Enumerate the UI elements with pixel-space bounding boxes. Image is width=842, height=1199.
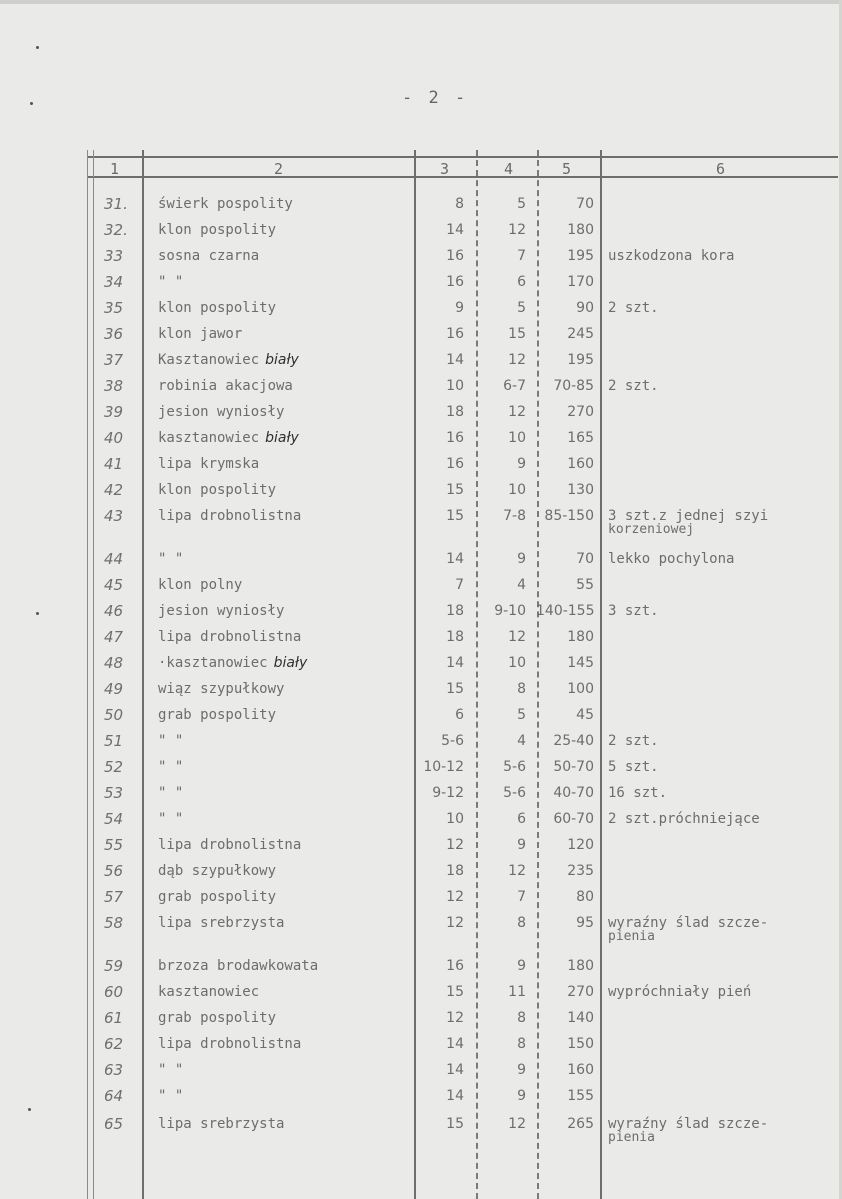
height-value: 8 xyxy=(455,196,464,212)
species-name: " " xyxy=(158,759,184,775)
circumference-value: 170 xyxy=(567,274,594,290)
remarks: 5 szt. xyxy=(608,759,659,775)
height-value: 15 xyxy=(446,681,464,697)
row-number: 49 xyxy=(104,680,124,698)
height-value: 16 xyxy=(446,430,464,446)
species-name: lipa drobnolistna xyxy=(158,629,302,645)
species-name: dąb szypułkowy xyxy=(158,863,277,879)
table-top-rule xyxy=(88,156,838,158)
species-name: klon jawor xyxy=(158,326,243,342)
height-value: 16 xyxy=(446,248,464,264)
crown-value: 9 xyxy=(517,958,526,974)
height-value: 18 xyxy=(446,404,464,420)
species-name: wiąz szypułkowy xyxy=(158,681,285,697)
header-col-6: 6 xyxy=(716,160,726,178)
row-number: 62 xyxy=(104,1035,124,1053)
row-number: 34 xyxy=(104,273,124,291)
height-value: 15 xyxy=(446,1116,464,1132)
species-name: " " xyxy=(158,785,184,801)
circumference-value: 265 xyxy=(567,1116,594,1132)
height-value: 16 xyxy=(446,274,464,290)
height-value: 12 xyxy=(446,915,464,931)
circumference-value: 155 xyxy=(567,1088,594,1104)
header-col-4: 4 xyxy=(504,160,514,178)
species-name: klon pospolity xyxy=(158,222,277,238)
height-value: 16 xyxy=(446,456,464,472)
circumference-value: 25-40 xyxy=(553,733,594,749)
row-number: 64 xyxy=(104,1087,124,1105)
table-header-rule xyxy=(88,176,838,178)
row-number: 37 xyxy=(104,351,124,369)
row-number: 61 xyxy=(104,1009,124,1027)
row-number: 59 xyxy=(104,957,124,975)
remarks: 3 szt. xyxy=(608,603,659,619)
handwritten-annotation: biały xyxy=(265,430,299,446)
height-value: 18 xyxy=(446,863,464,879)
height-value: 15 xyxy=(446,508,464,524)
species-name: kasztanowiec biały xyxy=(158,430,299,446)
circumference-value: 85-150 xyxy=(544,508,594,524)
species-name: grab pospolity xyxy=(158,1010,277,1026)
circumference-value: 165 xyxy=(567,430,594,446)
crown-value: 8 xyxy=(517,1010,526,1026)
crown-value: 9 xyxy=(517,837,526,853)
height-value: 12 xyxy=(446,889,464,905)
remarks: 2 szt. xyxy=(608,378,659,394)
circumference-value: 245 xyxy=(567,326,594,342)
crown-value: 15 xyxy=(508,326,526,342)
height-value: 14 xyxy=(446,1036,464,1052)
height-value: 10-12 xyxy=(423,759,464,775)
species-name: " " xyxy=(158,551,184,567)
species-name: grab pospolity xyxy=(158,707,277,723)
row-number: 50 xyxy=(104,706,124,724)
species-name: jesion wyniosły xyxy=(158,603,285,619)
remarks: uszkodzona kora xyxy=(608,248,735,264)
crown-value: 7-8 xyxy=(503,508,526,524)
remarks-continued: pienia xyxy=(608,929,655,944)
height-value: 14 xyxy=(446,655,464,671)
row-number: 51 xyxy=(104,732,124,750)
row-number: 31. xyxy=(104,195,128,213)
crown-value: 5-6 xyxy=(503,785,526,801)
height-value: 14 xyxy=(446,352,464,368)
header-col-1: 1 xyxy=(110,160,120,178)
crown-value: 5 xyxy=(517,196,526,212)
remarks: 2 szt.próchniejące xyxy=(608,811,760,827)
crown-value: 8 xyxy=(517,681,526,697)
species-name: jesion wyniosły xyxy=(158,404,285,420)
crown-value: 9-10 xyxy=(494,603,526,619)
punch-mark xyxy=(36,46,39,49)
height-value: 12 xyxy=(446,837,464,853)
circumference-value: 130 xyxy=(567,482,594,498)
circumference-value: 180 xyxy=(567,629,594,645)
species-name: lipa srebrzysta xyxy=(158,1116,285,1132)
species-name: " " xyxy=(158,811,184,827)
row-number: 41 xyxy=(104,455,124,473)
crown-value: 8 xyxy=(517,1036,526,1052)
species-name: " " xyxy=(158,274,184,290)
circumference-value: 45 xyxy=(576,707,594,723)
remarks: 3 szt.z jednej szyi xyxy=(608,508,769,524)
circumference-value: 140 xyxy=(567,1010,594,1026)
row-number: 65 xyxy=(104,1115,124,1133)
crown-value: 7 xyxy=(517,248,526,264)
row-number: 44 xyxy=(104,550,124,568)
remarks-continued: pienia xyxy=(608,1130,655,1145)
species-name: lipa srebrzysta xyxy=(158,915,285,931)
species-name: lipa drobnolistna xyxy=(158,837,302,853)
circumference-value: 70-85 xyxy=(553,378,594,394)
row-number: 36 xyxy=(104,325,124,343)
height-value: 6 xyxy=(455,707,464,723)
remarks: 16 szt. xyxy=(608,785,668,801)
crown-value: 4 xyxy=(517,733,526,749)
row-number: 38 xyxy=(104,377,124,395)
circumference-value: 95 xyxy=(576,915,594,931)
height-value: 14 xyxy=(446,1088,464,1104)
height-value: 7 xyxy=(455,577,464,593)
height-value: 15 xyxy=(446,984,464,1000)
row-number: 32. xyxy=(104,221,128,239)
height-value: 18 xyxy=(446,603,464,619)
circumference-value: 150 xyxy=(567,1036,594,1052)
height-value: 9-12 xyxy=(432,785,464,801)
height-value: 15 xyxy=(446,482,464,498)
height-value: 10 xyxy=(446,378,464,394)
crown-value: 10 xyxy=(508,430,526,446)
circumference-value: 235 xyxy=(567,863,594,879)
row-number: 54 xyxy=(104,810,124,828)
species-name: sosna czarna xyxy=(158,248,260,264)
circumference-value: 80 xyxy=(576,889,594,905)
crown-value: 10 xyxy=(508,655,526,671)
species-name: lipa drobnolistna xyxy=(158,1036,302,1052)
punch-mark xyxy=(30,102,33,105)
height-value: 14 xyxy=(446,222,464,238)
circumference-value: 60-70 xyxy=(553,811,594,827)
species-name: Kasztanowiec biały xyxy=(158,352,299,368)
crown-value: 12 xyxy=(508,352,526,368)
circumference-value: 140-155 xyxy=(536,603,595,619)
height-value: 14 xyxy=(446,551,464,567)
header-col-5: 5 xyxy=(562,160,572,178)
crown-value: 4 xyxy=(517,577,526,593)
circumference-value: 195 xyxy=(567,248,594,264)
row-number: 56 xyxy=(104,862,124,880)
crown-value: 8 xyxy=(517,915,526,931)
page-top-edge xyxy=(0,0,842,4)
remarks: 2 szt. xyxy=(608,733,659,749)
crown-value: 7 xyxy=(517,889,526,905)
circumference-value: 120 xyxy=(567,837,594,853)
species-name: grab pospolity xyxy=(158,889,277,905)
punch-mark xyxy=(28,1108,31,1111)
circumference-value: 50-70 xyxy=(553,759,594,775)
height-value: 14 xyxy=(446,1062,464,1078)
circumference-value: 55 xyxy=(576,577,594,593)
col-divider-5 xyxy=(600,150,602,1199)
row-number: 53 xyxy=(104,784,124,802)
row-number: 47 xyxy=(104,628,124,646)
crown-value: 6 xyxy=(517,274,526,290)
circumference-value: 160 xyxy=(567,456,594,472)
row-number: 57 xyxy=(104,888,124,906)
crown-value: 9 xyxy=(517,456,526,472)
crown-value: 6-7 xyxy=(503,378,526,394)
circumference-value: 180 xyxy=(567,222,594,238)
species-name: klon pospolity xyxy=(158,300,277,316)
height-value: 5-6 xyxy=(441,733,464,749)
species-name: " " xyxy=(158,733,184,749)
crown-value: 9 xyxy=(517,1088,526,1104)
circumference-value: 70 xyxy=(576,196,594,212)
row-number: 46 xyxy=(104,602,124,620)
header-col-3: 3 xyxy=(440,160,450,178)
height-value: 18 xyxy=(446,629,464,645)
species-name: klon polny xyxy=(158,577,243,593)
species-name: świerk pospolity xyxy=(158,196,293,212)
circumference-value: 270 xyxy=(567,404,594,420)
col-divider-3 xyxy=(476,150,478,1199)
punch-mark xyxy=(36,612,39,615)
circumference-value: 70 xyxy=(576,551,594,567)
circumference-value: 195 xyxy=(567,352,594,368)
crown-value: 12 xyxy=(508,222,526,238)
handwritten-annotation: biały xyxy=(265,352,299,368)
crown-value: 12 xyxy=(508,629,526,645)
remarks: lekko pochylona xyxy=(608,551,735,567)
crown-value: 11 xyxy=(508,984,526,1000)
crown-value: 5-6 xyxy=(503,759,526,775)
row-number: 55 xyxy=(104,836,124,854)
row-number: 35 xyxy=(104,299,124,317)
species-name: ·kasztanowiec biały xyxy=(158,655,308,671)
handwritten-annotation: biały xyxy=(273,655,308,671)
crown-value: 5 xyxy=(517,707,526,723)
circumference-value: 270 xyxy=(567,984,594,1000)
page-number: - 2 - xyxy=(402,88,469,108)
row-number: 42 xyxy=(104,481,124,499)
row-number: 45 xyxy=(104,576,124,594)
height-value: 9 xyxy=(455,300,464,316)
crown-value: 12 xyxy=(508,404,526,420)
col-divider-2 xyxy=(414,150,416,1199)
row-number: 40 xyxy=(104,429,124,447)
circumference-value: 160 xyxy=(567,1062,594,1078)
height-value: 16 xyxy=(446,326,464,342)
row-number: 52 xyxy=(104,758,124,776)
remarks: wyraźny ślad szcze- xyxy=(608,1116,769,1132)
remarks: wypróchniały pień xyxy=(608,984,752,1000)
species-name: robinia akacjowa xyxy=(158,378,293,394)
circumference-value: 180 xyxy=(567,958,594,974)
crown-value: 5 xyxy=(517,300,526,316)
circumference-value: 145 xyxy=(567,655,594,671)
species-name: kasztanowiec xyxy=(158,984,260,1000)
row-number: 63 xyxy=(104,1061,124,1079)
species-name: klon pospolity xyxy=(158,482,277,498)
species-name: brzoza brodawkowata xyxy=(158,958,319,974)
species-name: " " xyxy=(158,1062,184,1078)
remarks-continued: korzeniowej xyxy=(608,522,695,537)
circumference-value: 100 xyxy=(567,681,594,697)
species-name: lipa drobnolistna xyxy=(158,508,302,524)
row-number: 60 xyxy=(104,983,124,1001)
height-value: 12 xyxy=(446,1010,464,1026)
row-number: 33 xyxy=(104,247,124,265)
height-value: 16 xyxy=(446,958,464,974)
row-number: 48 xyxy=(104,654,124,672)
height-value: 10 xyxy=(446,811,464,827)
header-col-2: 2 xyxy=(274,160,284,178)
circumference-value: 40-70 xyxy=(553,785,594,801)
crown-value: 6 xyxy=(517,811,526,827)
circumference-value: 90 xyxy=(576,300,594,316)
remarks: wyraźny ślad szcze- xyxy=(608,915,769,931)
row-number: 58 xyxy=(104,914,124,932)
remarks: 2 szt. xyxy=(608,300,659,316)
row-number: 39 xyxy=(104,403,124,421)
row-number: 43 xyxy=(104,507,124,525)
species-name: " " xyxy=(158,1088,184,1104)
crown-value: 12 xyxy=(508,1116,526,1132)
crown-value: 9 xyxy=(517,551,526,567)
crown-value: 10 xyxy=(508,482,526,498)
crown-value: 12 xyxy=(508,863,526,879)
crown-value: 9 xyxy=(517,1062,526,1078)
table-left-border xyxy=(87,150,94,1199)
species-name: lipa krymska xyxy=(158,456,260,472)
